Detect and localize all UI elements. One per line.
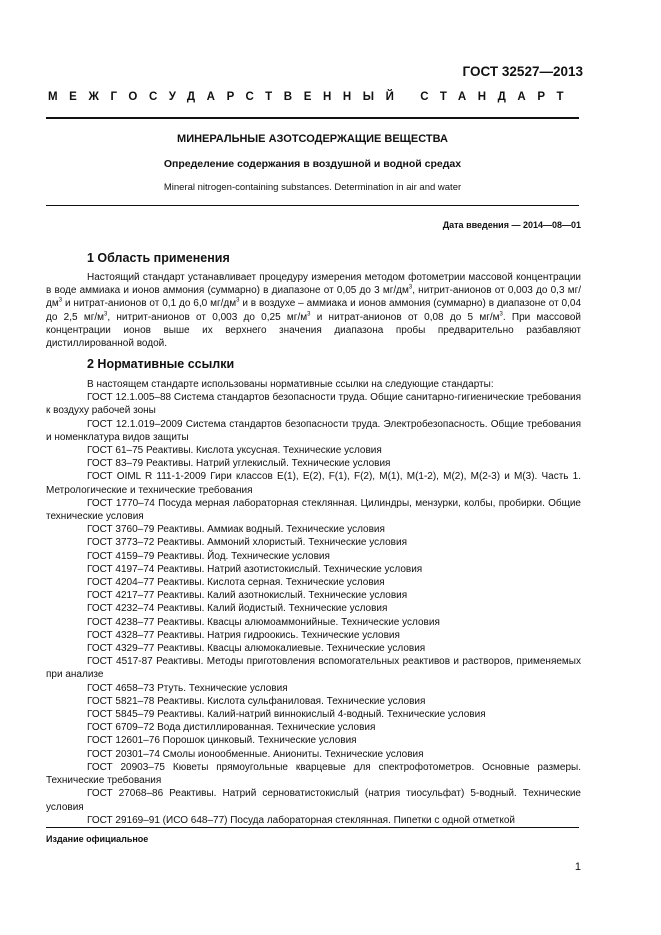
reference-item: ГОСТ 4204–77 Реактивы. Кислота серная. Технические условия (87, 577, 385, 589)
reference-item: ГОСТ 4217–77 Реактивы. Калий азотнокислый. Технические условия (87, 590, 408, 602)
reference-item: ГОСТ 4232–74 Реактивы. Калий йодистый. Технические условия (87, 603, 388, 615)
reference-item: ГОСТ 20903–75 Кюветы прямоугольные кварцевые для спектрофотометров. Основные размеры. Технические требования (46, 761, 581, 787)
reference-item: ГОСТ 61–75 Реактивы. Кислота уксусная. Технические условия (87, 445, 382, 457)
header-rule (46, 117, 579, 119)
reference-item: ГОСТ OIML R 111-1-2009 Гири классов E(1), E(2), F(1), F(2), M(1), M(1-2), M(2), M(2-3) и M(3). Часть 1. Метрологические и технические требования (46, 471, 581, 496)
reference-item: ГОСТ 29169–91 (ИСО 648–77) Посуда лабораторная стеклянная. Пипетки с одной отметкой (87, 814, 516, 826)
footer-rule (46, 827, 579, 828)
section-1-heading: 1 Область применения (87, 251, 230, 265)
reference-item: ГОСТ 4238–77 Реактивы. Квасцы алюмоаммонийные. Технические условия (87, 616, 440, 628)
page-number: 1 (574, 861, 581, 873)
reference-item: ГОСТ 4328–77 Реактивы. Натрия гидроокись. Технические условия (87, 629, 400, 641)
document-subtitle-ru: Определение содержания в воздушной и водной средах (163, 158, 462, 170)
reference-item: ГОСТ 4517-87 Реактивы. Методы приготовления вспомогательных реактивов и растворов, применяемых при анализе (46, 656, 581, 681)
reference-item: ГОСТ 12601–76 Порошок цинковый. Технические условия (87, 735, 357, 747)
reference-item: ГОСТ 3760–79 Реактивы. Аммиак водный. Технические условия (87, 524, 385, 536)
reference-item: ГОСТ 20301–74 Смолы ионообменные. Аниониты. Технические условия (87, 748, 424, 760)
references-intro: В настоящем стандарте использованы нормативные ссылки на следующие стандарты: (87, 379, 494, 390)
reference-item: ГОСТ 4197–74 Реактивы. Натрий азотистокислый. Технические условия (87, 563, 423, 575)
reference-item: ГОСТ 83–79 Реактивы. Натрий углекислый. Технические условия (87, 458, 391, 470)
reference-item: ГОСТ 4329–77 Реактивы. Квасцы алюмокалиевые. Технические условия (87, 643, 426, 655)
reference-item: ГОСТ 4159–79 Реактивы. Йод. Технические условия (87, 550, 330, 562)
document-title-ru: МИНЕРАЛЬНЫЕ АЗОТСОДЕРЖАЩИЕ ВЕЩЕСТВА (177, 133, 448, 145)
reference-item: ГОСТ 4658–73 Ртуть. Технические условия (87, 682, 288, 694)
reference-item: ГОСТ 3773–72 Реактивы. Аммоний хлористый. Технические условия (87, 537, 407, 549)
reference-item: ГОСТ 12.1.005–88 Система стандартов безопасности труда. Общие санитарно-гигиенические требования к воздуху рабочей зоны (46, 392, 581, 417)
reference-item: ГОСТ 5845–79 Реактивы. Калий-натрий виннокислый 4-водный. Технические условия (87, 709, 486, 721)
reference-item: ГОСТ 27068–86 Реактивы. Натрий серноватистокислый (натрия тиосульфат) 5-водный. Технические условия (46, 788, 581, 813)
references-list (46, 378, 581, 827)
standard-number: ГОСТ 32527—2013 (462, 64, 583, 79)
section-1-paragraph: Настоящий стандарт устанавливает процедуру измерения методом фотометрии массовой концентрации в воде аммиака и ионов аммония (суммарно) в диапазоне от 0,05 до 3 $мг/дм^3$, нитрит-анионов от 0,003 до 0,3 $мг/дм^3$ и нитрат-анионов от 0,1 до 6,0 $мг/дм^3$ и в воздухе – аммиака и ионов аммония (суммарно) в диапазоне от 0,04 до 2,5 $мг/м^3$, нитрит-анионов от 0,003 до 0,25 $мг/м^3$ и нитрат-анионов от 0,08 до 5 $мг/м^3$. При массовой концентрации ионов выше их верхнего значения диапазона пробы предварительно разбавляют дистиллированной водой. (46, 272, 582, 350)
introduction-date: Дата введения — 2014—08—01 (442, 220, 581, 230)
title-rule (46, 205, 579, 206)
section-2-heading: 2 Нормативные ссылки (87, 357, 235, 371)
official-edition-label: Издание официальное (46, 834, 149, 844)
reference-item: ГОСТ 12.1.019–2009 Система стандартов безопасности труда. Электробезопасность. Общие требования и номенклатура видов защиты (46, 418, 581, 443)
reference-item: ГОСТ 1770–74 Посуда мерная лабораторная стеклянная. Цилиндры, мензурки, колбы, пробирки. Общие технические условия (46, 497, 581, 523)
document-title-en: Mineral nitrogen-containing substances. Determination in air and water (163, 182, 462, 193)
reference-item: ГОСТ 5821–78 Реактивы. Кислота сульфаниловая. Технические условия (87, 695, 426, 707)
interstate-standard-label: МЕЖГОСУДАРСТВЕННЫЙ СТАНДАРТ (48, 91, 576, 103)
reference-item: ГОСТ 6709–72 Вода дистиллированная. Технические условия (87, 722, 376, 734)
